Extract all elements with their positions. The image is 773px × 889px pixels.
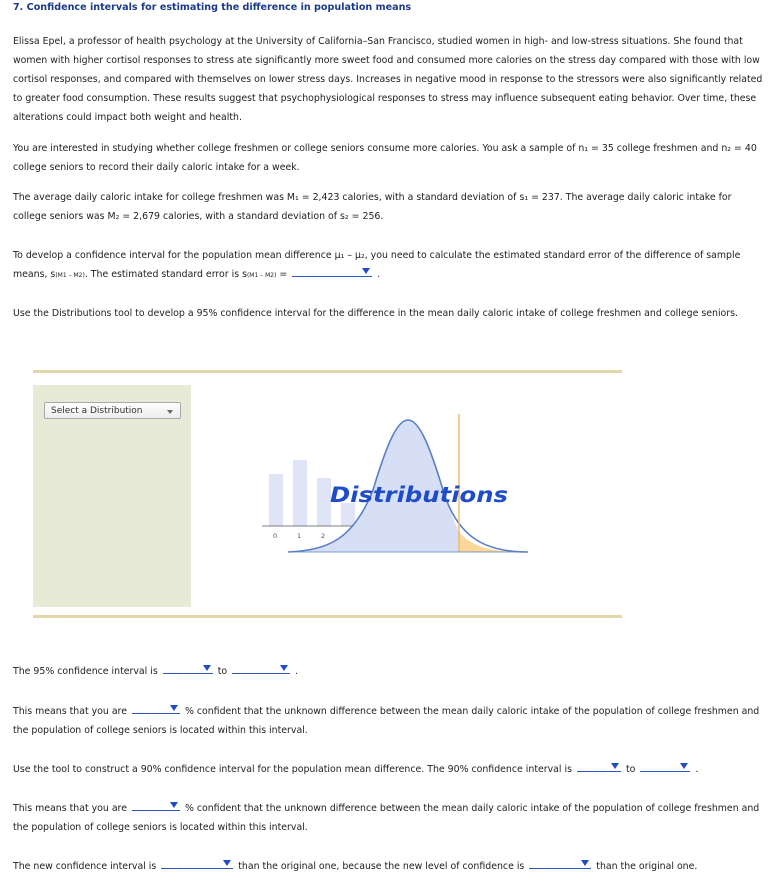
width-comparison-dropdown[interactable] — [161, 857, 233, 869]
ci90-upper-dropdown[interactable] — [640, 760, 690, 772]
chevron-down-icon — [611, 763, 619, 769]
logo-tick-1: 1 — [297, 532, 302, 540]
question-title: 7. Confidence intervals for estimating the difference in population means — [13, 2, 412, 13]
select-distribution-button[interactable]: Select a Distribution — [44, 402, 181, 419]
logo-bar-0 — [269, 474, 283, 526]
averages-paragraph: The average daily caloric intake for college freshmen was M₁ = 2,423 calories, with a standard deviation of s₁ = 237. The average daily caloric intake for college seniors was M₂ = 2,679 calories, with a standard deviation of s₂ = 256. — [13, 192, 732, 222]
chevron-down-icon — [680, 763, 688, 769]
chevron-down-icon — [170, 802, 178, 808]
tool-bottom-border — [33, 615, 622, 618]
ci90-lower-dropdown[interactable] — [577, 760, 621, 772]
chevron-down-icon — [203, 665, 211, 671]
chevron-down-icon — [581, 860, 589, 866]
meaning90-paragraph: This means that you are % confident that the unknown difference between the mean daily caloric intake of the population of college freshmen and the population of college seniors is located within this interval. — [13, 799, 763, 837]
chevron-down-icon — [170, 705, 178, 711]
distributions-tool — [33, 370, 622, 618]
caret-down-icon — [167, 410, 173, 414]
distributions-logo — [258, 400, 528, 560]
meaning95-paragraph: This means that you are % confident that the unknown difference between the mean daily caloric intake of the population of college freshmen and the population of college seniors is located within this interval. — [13, 702, 763, 740]
chevron-down-icon — [362, 268, 370, 274]
sample-paragraph: You are interested in studying whether college freshmen or college seniors consume more calories. You ask a sample of n₁ = 35 college freshmen and n₂ = 40 college seniors to record their daily caloric intake for a week. — [13, 143, 757, 173]
ci95-lower-dropdown[interactable] — [163, 662, 213, 674]
logo-tick-2: 2 — [321, 532, 326, 540]
logo-bar-2 — [317, 478, 331, 526]
chevron-down-icon — [223, 860, 231, 866]
standard-error-dropdown[interactable] — [292, 265, 372, 277]
use-tool-paragraph: Use the Distributions tool to develop a 95% confidence interval for the difference in the mean daily caloric intake of college freshmen and college seniors. — [13, 308, 739, 319]
ci95-upper-dropdown[interactable] — [232, 662, 290, 674]
logo-tick-0: 0 — [273, 532, 278, 540]
standard-error-paragraph: To develop a confidence interval for the population mean difference μ₁ – μ₂, you need to calculate the estimated standard error of the difference of sample means, s(M1 – M2). The estimated standard error is s(M1 – M2) = . — [13, 250, 741, 280]
tool-top-border — [33, 370, 622, 373]
confidence95-dropdown[interactable] — [132, 702, 180, 714]
compare-line: The new confidence interval is than the original one, because the new level of confidence is than the original one. — [13, 857, 763, 876]
logo-text: Distributions — [330, 483, 508, 507]
level-comparison-dropdown[interactable] — [529, 857, 591, 869]
ci95-line: The 95% confidence interval is to . — [13, 662, 763, 681]
intro-paragraph: Elissa Epel, a professor of health psychology at the University of California–San Francisco, studied women in high- and low-stress situations. She found that women with higher cortisol responses to stress ate significantly more sweet food and consumed more calories on the stress day compared with those with low cortisol responses, and compared with themselves on lower stress days. Increases in negative mood in response to the stressors were also significantly related to greater food consumption. These results suggest that psychophysiological responses to stress may influence subsequent eating behavior. Over time, these alterations could impact both weight and health. — [13, 36, 763, 123]
ci90-line: Use the tool to construct a 90% confidence interval for the population mean difference. The 90% confidence interval is to . — [13, 760, 763, 779]
confidence90-dropdown[interactable] — [132, 799, 180, 811]
chevron-down-icon — [280, 665, 288, 671]
logo-bar-1 — [293, 460, 307, 526]
